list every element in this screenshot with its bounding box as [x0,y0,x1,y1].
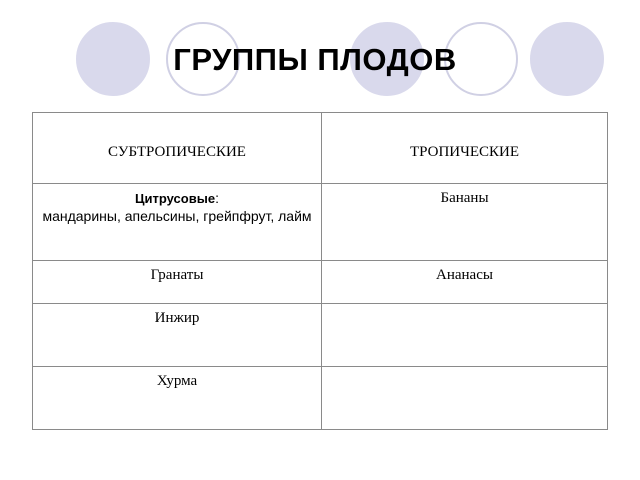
slide-title: ГРУППЫ ПЛОДОВ [173,42,457,77]
table-row [33,304,608,367]
cell-citrus [33,184,322,261]
citrus-colon: : [215,190,219,206]
fruit-groups-table [32,112,608,430]
table-header-row [33,113,608,184]
cell-subtropical-3: Хурма [33,367,322,430]
table-row [33,184,608,261]
header-tropical: ТРОПИЧЕСКИЕ [322,113,608,184]
cell-tropical-3 [322,304,608,367]
cell-subtropical-2: Инжир [33,304,322,367]
cell-tropical-4 [322,367,608,430]
header-subtropical: СУБТРОПИЧЕСКИЕ [33,113,322,184]
cell-subtropical-1: Гранаты [33,261,322,304]
table-row [33,367,608,430]
cell-tropical-2: Ананасы [322,261,608,304]
table-row [33,261,608,304]
citrus-label: Цитрусовые [135,191,216,206]
cell-tropical-1: Бананы [322,184,608,261]
citrus-items: мандарины, апельсины, грейпфрут, лайм [42,208,312,224]
